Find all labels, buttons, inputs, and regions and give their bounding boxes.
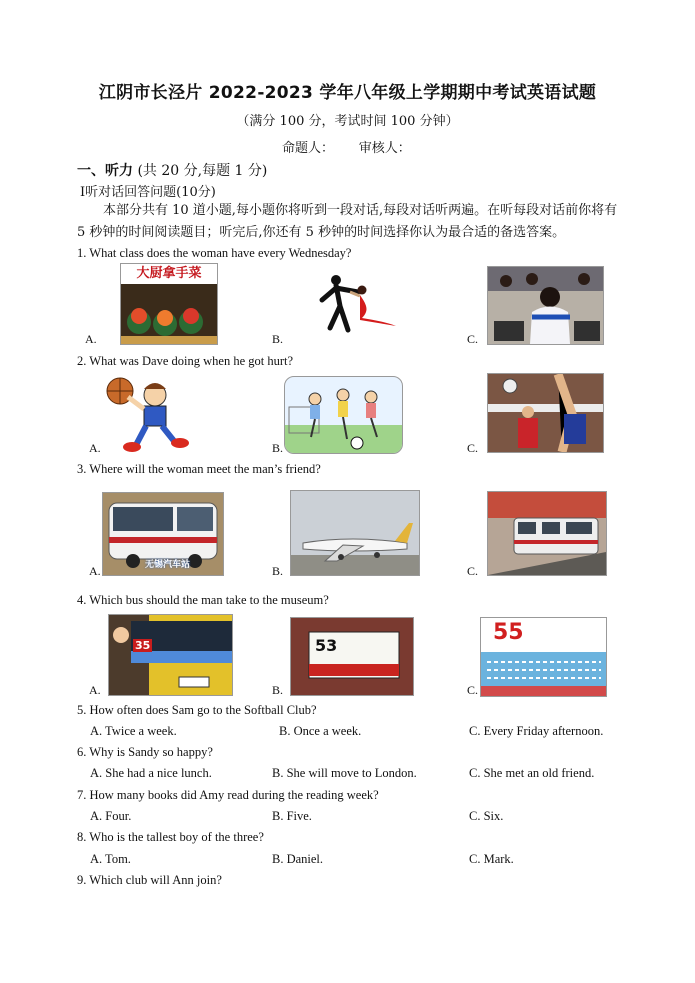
volleyball-players-image bbox=[487, 373, 604, 453]
bus-35-image bbox=[108, 614, 233, 696]
author-line: 命题人： 审核人： bbox=[282, 141, 411, 156]
question-6: 6. Why is Sandy so happy? bbox=[77, 745, 213, 759]
bus-stop-53-image bbox=[290, 617, 414, 696]
option-6b[interactable]: B. She will move to London. bbox=[272, 766, 417, 780]
option-8b[interactable]: B. Daniel. bbox=[272, 852, 324, 866]
question-2: 2. What was Dave doing when he got hurt? bbox=[77, 354, 294, 368]
exam-subtitle: （满分 100 分，考试时间 100 分钟） bbox=[236, 114, 459, 129]
kids-football-icon bbox=[285, 377, 402, 453]
question-7: 7. How many books did Amy read during the reading week? bbox=[77, 788, 379, 802]
bus-station-text: 无锡汽车站 bbox=[145, 560, 191, 570]
section-heading-score: (共 20 分,每题 1 分) bbox=[133, 163, 268, 179]
option-8a[interactable]: A. Tom. bbox=[90, 852, 131, 866]
bus-number-35: 35 bbox=[135, 639, 151, 652]
question-3: 3. Where will the woman meet the man’s friend? bbox=[77, 462, 321, 476]
option-2c[interactable]: C. bbox=[467, 441, 479, 455]
bus-number-53: 53 bbox=[315, 636, 338, 655]
basketball-boy-image bbox=[100, 375, 200, 453]
option-4b[interactable]: B. bbox=[272, 683, 284, 697]
bus-number-55: 55 bbox=[493, 620, 524, 645]
coach-bus-image bbox=[102, 492, 224, 576]
option-3b[interactable]: B. bbox=[272, 564, 284, 578]
option-1c[interactable]: C. bbox=[467, 332, 479, 346]
sewing-class-image bbox=[487, 266, 604, 345]
part-title: Ⅰ听对话回答问题(10分) bbox=[80, 185, 216, 200]
football-kids-image bbox=[284, 376, 403, 454]
option-2b[interactable]: B. bbox=[272, 441, 284, 455]
airplane-image bbox=[290, 490, 420, 576]
option-5a[interactable]: A. Twice a week. bbox=[90, 724, 177, 738]
option-5c[interactable]: C. Every Friday afternoon. bbox=[469, 724, 604, 738]
question-1: 1. What class does the woman have every Wednesday? bbox=[77, 246, 352, 260]
page-title: 江阴市长泾片 2022-2023 学年八年级上学期期中考试英语试题 bbox=[98, 83, 597, 103]
question-9: 9. Which club will Ann join? bbox=[77, 873, 222, 887]
option-1a[interactable]: A. bbox=[85, 332, 97, 346]
cooking-book-title: 大厨拿手菜 bbox=[121, 264, 217, 284]
option-3a[interactable]: A. bbox=[89, 564, 101, 578]
option-4a[interactable]: A. bbox=[89, 683, 101, 697]
instructions: 本部分共有 10 道小题,每小题你将听到一段对话,每段对话听两遍。在听每段对话前你将有 5 秒钟的时间阅读题目；听完后,你还有 5 秒钟的时间选择你认为最合适的备选答案。 bbox=[77, 203, 618, 240]
option-1b[interactable]: B. bbox=[272, 332, 284, 346]
bus-stop-sign-icon bbox=[291, 618, 413, 695]
option-2a[interactable]: A. bbox=[89, 441, 101, 455]
food-dish-icon bbox=[121, 284, 217, 344]
question-4: 4. Which bus should the man take to the museum? bbox=[77, 593, 329, 607]
option-4c[interactable]: C. bbox=[467, 683, 479, 697]
cooking-book-image bbox=[120, 263, 218, 345]
option-6a[interactable]: A. She had a nice lunch. bbox=[90, 766, 212, 780]
option-8c[interactable]: C. Mark. bbox=[469, 852, 514, 866]
yellow-bus-icon bbox=[109, 615, 232, 695]
dancers-icon bbox=[300, 270, 400, 340]
section-heading-bold: 一、听力 bbox=[77, 163, 133, 179]
bus-sign-55-image bbox=[480, 617, 607, 697]
option-7b[interactable]: B. Five. bbox=[272, 809, 312, 823]
dancing-couple-image bbox=[300, 270, 400, 340]
section-heading bbox=[77, 160, 267, 180]
basketball-player-icon bbox=[100, 375, 200, 453]
option-6c[interactable]: C. She met an old friend. bbox=[469, 766, 595, 780]
question-8: 8. Who is the tallest boy of the three? bbox=[77, 830, 264, 844]
students-sewing-icon bbox=[488, 267, 603, 344]
option-7a[interactable]: A. Four. bbox=[90, 809, 132, 823]
option-5b[interactable]: B. Once a week. bbox=[279, 724, 362, 738]
option-7c[interactable]: C. Six. bbox=[469, 809, 504, 823]
subway-train-icon bbox=[488, 492, 606, 575]
airplane-icon bbox=[291, 491, 419, 575]
volleyball-net-icon bbox=[488, 374, 603, 452]
question-5: 5. How often does Sam go to the Softball Club? bbox=[77, 703, 317, 717]
option-3c[interactable]: C. bbox=[467, 564, 479, 578]
subway-train-image bbox=[487, 491, 607, 576]
